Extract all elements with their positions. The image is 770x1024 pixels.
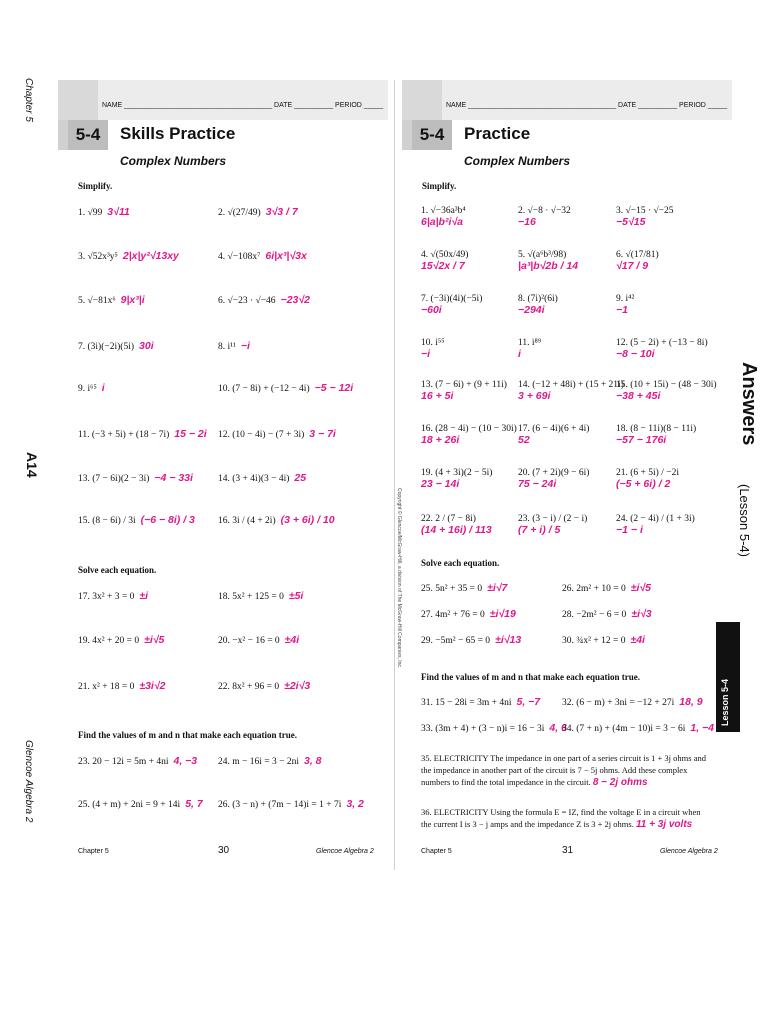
exercise-question: 8. (7i)²(6i) — [518, 294, 558, 304]
exercise-question: 11. i⁸⁹ — [518, 338, 542, 348]
exercise-item — [421, 608, 516, 620]
footer-book: Glencoe Algebra 2 — [660, 848, 718, 855]
exercise-item — [421, 294, 482, 316]
exercise-question: 19. 4x² + 20 = 0 — [78, 636, 140, 646]
exercise-question: 7. (3i)(−2i)(5i) — [78, 342, 135, 352]
exercise-question: 19. (4 + 3i)(2 − 5i) — [421, 468, 493, 478]
word-problem-35 — [421, 752, 711, 789]
exercise-question: 20. (7 + 2i)(9 − 6i) — [518, 468, 590, 478]
exercise-answer: 3 − 7i — [309, 428, 336, 440]
exercise-question: 3. √52x³y⁵ — [78, 252, 118, 262]
exercise-answer: 3√3 / 7 — [265, 206, 298, 218]
exercise-question: 22. 8x² + 96 = 0 — [218, 682, 280, 692]
exercise-item — [616, 206, 674, 228]
exercise-item — [218, 472, 306, 484]
exercise-answer: i — [518, 348, 521, 360]
page-title: Practice — [464, 124, 531, 143]
exercise-answer: 18, 9 — [679, 696, 703, 708]
page-subtitle: Complex Numbers — [464, 154, 571, 168]
exercise-answer: 3, 8 — [304, 755, 322, 767]
header-band-inner — [98, 80, 388, 120]
exercise-question: 5. √(a⁶b³/98) — [518, 250, 567, 260]
exercise-answer: 4, 6 — [549, 722, 567, 734]
exercise-answer: 52 — [518, 434, 530, 446]
exercise-item — [518, 338, 541, 360]
exercise-item — [518, 250, 578, 272]
exercise-answer: −57 − 176i — [616, 434, 667, 446]
exercise-answer: −5√15 — [616, 216, 646, 228]
lesson-badge: 5-4 — [68, 120, 108, 150]
exercise-question: 3. √−15 · √−25 — [616, 206, 674, 216]
exercise-question: 15. (10 + 15i) − (48 − 30i) — [616, 380, 717, 390]
exercise-question: 26. 2m² + 10 = 0 — [562, 584, 626, 594]
exercise-item — [218, 340, 250, 352]
exercise-question: 21. x² + 18 = 0 — [78, 682, 135, 692]
exercise-answer: ±i — [139, 590, 149, 602]
exercise-item — [78, 206, 130, 218]
side-answers-heading: Answers — [738, 362, 760, 446]
exercise-question: 9. i⁶⁵ — [78, 384, 97, 394]
exercise-answer: 6|a|b²i√a — [421, 216, 463, 228]
exercise-answer: √17 / 9 — [616, 260, 649, 272]
exercise-answer: 23 − 14i — [421, 478, 460, 490]
exercise-question: 27. 4m² + 76 = 0 — [421, 610, 485, 620]
exercise-item — [421, 514, 492, 536]
exercise-answer: ±i√3 — [631, 608, 652, 620]
word-problem-35-text: 35. ELECTRICITY The impedance in one part of a series circuit is 1 + 3j ohms and the impedance in another part of the circuit is 7 − 5j ohms. Add these complex numbers to find the total impedance in the circuit. — [421, 753, 706, 787]
exercise-answer: ±3i√2 — [139, 680, 166, 692]
exercise-question: 28. −2m² − 6 = 0 — [562, 610, 627, 620]
exercise-item — [421, 582, 507, 594]
exercise-question: 30. ¾x² + 12 = 0 — [562, 636, 626, 646]
exercise-item — [616, 424, 696, 446]
exercise-item — [421, 338, 445, 360]
exercise-item — [78, 428, 207, 440]
exercise-question: 6. √(17/81) — [616, 250, 659, 260]
name-date-period-line: NAME ______________________________________ DATE __________ PERIOD _____ — [102, 102, 384, 109]
exercise-answer: −4 − 33i — [154, 472, 193, 484]
exercise-answer: −16 — [518, 216, 536, 228]
exercise-item — [616, 294, 634, 316]
exercise-item — [518, 380, 624, 402]
page-title: Skills Practice — [120, 124, 236, 143]
footer-chapter: Chapter 5 — [78, 848, 109, 855]
exercise-item — [518, 294, 558, 316]
exercise-question: 25. (4 + m) + 2ni = 9 + 14i — [78, 800, 181, 810]
badge-strip — [58, 120, 68, 150]
exercise-question: 7. (−3i)(4i)(−5i) — [421, 294, 483, 304]
exercise-answer: ±i√5 — [630, 582, 651, 594]
exercise-question: 5. √−81x⁶ — [78, 296, 116, 306]
exercise-question: 1. √99 — [78, 208, 103, 218]
section-heading-solve: Solve each equation. — [78, 565, 157, 575]
exercise-answer: 15√2x / 7 — [421, 260, 465, 272]
exercise-item — [421, 634, 521, 646]
exercise-answer: 4, −3 — [173, 755, 198, 767]
exercise-item — [518, 468, 589, 490]
word-problem-36-text: 36. ELECTRICITY Using the formula E = IZ, find the voltage E in a circuit when the current I is 3 − j amps and the impedance Z is 3 + 2j ohms. — [421, 807, 701, 829]
section-heading-find: Find the values of m and n that make each equation true. — [421, 672, 641, 682]
exercise-answer: (14 + 16i) / 113 — [421, 524, 492, 536]
exercise-question: 22. 2 / (7 − 8i) — [421, 514, 476, 524]
exercise-item — [616, 338, 708, 360]
exercise-item — [78, 755, 197, 767]
exercise-answer: 6i|x³|√3x — [265, 250, 307, 262]
exercise-question: 12. (5 − 2i) + (−13 − 8i) — [616, 338, 708, 348]
exercise-answer: −23√2 — [280, 294, 310, 306]
exercise-item — [518, 424, 589, 446]
exercise-item — [78, 798, 203, 810]
section-heading-find: Find the values of m and n that make each equation true. — [78, 730, 298, 740]
exercise-question: 17. 3x² + 3 = 0 — [78, 592, 135, 602]
side-book-label: Glencoe Algebra 2 — [23, 740, 34, 823]
exercise-answer: −1 — [616, 304, 628, 316]
exercise-question: 10. (7 − 8i) + (−12 − 4i) — [218, 384, 310, 394]
exercise-answer: 3, 2 — [346, 798, 364, 810]
exercise-answer: −i — [421, 348, 431, 360]
exercise-item — [78, 382, 105, 394]
exercise-item — [616, 468, 679, 490]
exercise-answer: −i — [240, 340, 250, 352]
exercise-answer: 5, −7 — [516, 696, 541, 708]
exercise-item — [78, 590, 148, 602]
exercise-item — [218, 206, 298, 218]
exercise-question: 2. √−8 · √−32 — [518, 206, 571, 216]
exercise-item — [616, 514, 695, 536]
exercise-question: 34. (7 + n) + (4m − 10)i = 3 − 6i — [562, 724, 686, 734]
exercise-item — [421, 250, 468, 272]
exercise-question: 17. (6 − 4i)(6 + 4i) — [518, 424, 590, 434]
word-problem-36-answer: 11 + 3j volts — [635, 819, 693, 830]
exercise-item — [78, 250, 179, 262]
exercise-item — [518, 206, 571, 228]
exercise-answer: 30i — [139, 340, 154, 352]
exercise-question: 14. (3 + 4i)(3 − 4i) — [218, 474, 290, 484]
exercise-question: 18. (8 − 11i)(8 − 11i) — [616, 424, 697, 434]
copyright-notice: Copyright © Glencoe/McGraw-Hill, a division of The McGraw-Hill Companies, Inc. — [396, 488, 402, 669]
footer-page-number: 31 — [562, 845, 574, 856]
exercise-question: 24. (2 − 4i) / (1 + 3i) — [616, 514, 695, 524]
exercise-item — [616, 380, 717, 402]
exercise-question: 4. √−108x⁷ — [218, 252, 261, 262]
exercise-item — [78, 294, 145, 306]
exercise-answer: ±4i — [284, 634, 300, 646]
exercise-question: 8. i¹¹ — [218, 342, 236, 352]
exercise-question: 18. 5x² + 125 = 0 — [218, 592, 284, 602]
exercise-answer: 9|x³|i — [120, 294, 145, 306]
exercise-question: 11. (−3 + 5i) + (18 − 7i) — [78, 430, 170, 440]
exercise-answer: ±5i — [288, 590, 304, 602]
exercise-answer: 15 − 2i — [174, 428, 207, 440]
simplify-label: Simplify. — [422, 181, 457, 191]
exercise-answer: (3 + 6i) / 10 — [280, 514, 335, 526]
footer-chapter: Chapter 5 — [421, 848, 452, 855]
exercise-question: 24. m − 16i = 3 − 2ni — [218, 757, 299, 767]
exercise-item — [562, 634, 645, 646]
exercise-answer: 18 + 26i — [421, 434, 460, 446]
badge-strip — [402, 120, 412, 150]
section-heading-solve: Solve each equation. — [421, 558, 500, 568]
exercise-answer: −294i — [518, 304, 545, 316]
header-band-inner — [442, 80, 732, 120]
exercise-question: 21. (6 + 5i) / −2i — [616, 468, 679, 478]
exercise-question: 4. √(50x/49) — [421, 250, 469, 260]
name-date-period-line: NAME ______________________________________ DATE __________ PERIOD _____ — [446, 102, 728, 109]
word-problem-35-answer: 8 − 2j ohms — [592, 777, 648, 788]
exercise-answer: (−6 − 8i) / 3 — [140, 514, 195, 526]
exercise-item — [562, 582, 651, 594]
exercise-question: 29. −5m² − 65 = 0 — [421, 636, 491, 646]
exercise-item — [218, 514, 335, 526]
exercise-question: 26. (3 − n) + (7m − 14)i = 1 + 7i — [218, 800, 342, 810]
exercise-item — [218, 294, 310, 306]
exercise-answer: −5 − 12i — [314, 382, 354, 394]
exercise-item — [78, 634, 164, 646]
exercise-answer: 2|x|y²√13xy — [122, 250, 179, 262]
exercise-item — [421, 722, 567, 734]
side-page-code: A14 — [24, 452, 40, 478]
side-chapter-label: Chapter 5 — [23, 78, 34, 122]
side-lesson-label: (Lesson 5-4) — [737, 484, 752, 557]
exercise-answer: (−5 + 6i) / 2 — [616, 478, 671, 490]
lesson-badge: 5-4 — [412, 120, 452, 150]
exercise-answer: ±i√19 — [489, 608, 516, 620]
exercise-answer: −38 + 45i — [616, 390, 661, 402]
exercise-item — [616, 250, 659, 272]
exercise-question: 20. −x² − 16 = 0 — [218, 636, 280, 646]
word-problem-36 — [421, 806, 711, 831]
exercise-question: 12. (10 − 4i) − (7 + 3i) — [218, 430, 305, 440]
page-divider — [394, 80, 395, 870]
exercise-answer: −1 − i — [616, 524, 643, 536]
exercise-item — [78, 472, 193, 484]
exercise-question: 1. √−36a³b⁴ — [421, 206, 466, 216]
exercise-answer: ±i√13 — [495, 634, 522, 646]
footer-page-number: 30 — [218, 845, 230, 856]
exercise-item — [421, 696, 540, 708]
exercise-question: 16. (28 − 4i) − (10 − 30i) — [421, 424, 517, 434]
exercise-item — [78, 340, 154, 352]
exercise-question: 33. (3m + 4) + (3 − n)i = 16 − 3i — [421, 724, 545, 734]
exercise-item — [421, 468, 492, 490]
exercise-item — [218, 250, 307, 262]
exercise-item — [518, 514, 587, 536]
exercise-item — [421, 206, 466, 228]
exercise-answer: ±4i — [630, 634, 645, 646]
exercise-question: 14. (−12 + 48i) + (15 + 21i) — [518, 380, 624, 390]
exercise-question: 6. √−23 · √−46 — [218, 296, 276, 306]
exercise-item — [562, 696, 703, 708]
exercise-item — [562, 722, 714, 734]
exercise-item — [78, 514, 195, 526]
exercise-question: 9. i⁴² — [616, 294, 635, 304]
exercise-item — [218, 755, 322, 767]
exercise-question: 32. (6 − m) + 3ni = −12 + 27i — [562, 698, 675, 708]
simplify-label: Simplify. — [78, 181, 113, 191]
footer-book: Glencoe Algebra 2 — [316, 848, 374, 855]
exercise-item — [218, 634, 299, 646]
exercise-answer: ±i√7 — [487, 582, 508, 594]
exercise-item — [78, 680, 165, 692]
exercise-question: 16. 3i / (4 + 2i) — [218, 516, 276, 526]
exercise-answer: −8 − 10i — [616, 348, 655, 360]
exercise-question: 10. i⁵⁵ — [421, 338, 445, 348]
exercise-question: 2. √(27/49) — [218, 208, 261, 218]
exercise-answer: ±2i√3 — [284, 680, 311, 692]
exercise-answer: (7 + i) / 5 — [518, 524, 561, 536]
exercise-answer: −60i — [421, 304, 442, 316]
exercise-question: 31. 15 − 28i = 3m + 4ni — [421, 698, 512, 708]
exercise-question: 15. (8 − 6i) / 3i — [78, 516, 136, 526]
exercise-answer: 75 − 24i — [518, 478, 557, 490]
exercise-answer: 5, 7 — [185, 798, 203, 810]
exercise-question: 13. (7 − 6i)(2 − 3i) — [78, 474, 150, 484]
exercise-question: 23. (3 − i) / (2 − i) — [518, 514, 588, 524]
exercise-item — [218, 428, 336, 440]
exercise-item — [421, 424, 517, 446]
exercise-item — [562, 608, 652, 620]
exercise-answer: ±i√5 — [144, 634, 165, 646]
exercise-answer: 1, −4 — [690, 722, 715, 734]
exercise-question: 25. 5n² + 35 = 0 — [421, 584, 483, 594]
exercise-item — [218, 680, 310, 692]
lesson-tab-label: Lesson 5-4 — [720, 678, 730, 726]
exercise-question: 13. (7 − 6i) + (9 + 11i) — [421, 380, 507, 390]
exercise-item — [218, 798, 364, 810]
exercise-answer: i — [101, 382, 105, 394]
exercise-answer: |a³|b√2b / 14 — [518, 260, 579, 272]
exercise-answer: 25 — [294, 472, 307, 484]
exercise-answer: 16 + 5i — [421, 390, 454, 402]
page-subtitle: Complex Numbers — [120, 154, 227, 168]
exercise-item — [218, 382, 353, 394]
exercise-item — [218, 590, 303, 602]
exercise-answer: 3 + 69i — [518, 390, 551, 402]
exercise-question: 23. 20 − 12i = 5m + 4ni — [78, 757, 169, 767]
exercise-item — [421, 380, 507, 402]
exercise-answer: 3√11 — [107, 206, 130, 218]
